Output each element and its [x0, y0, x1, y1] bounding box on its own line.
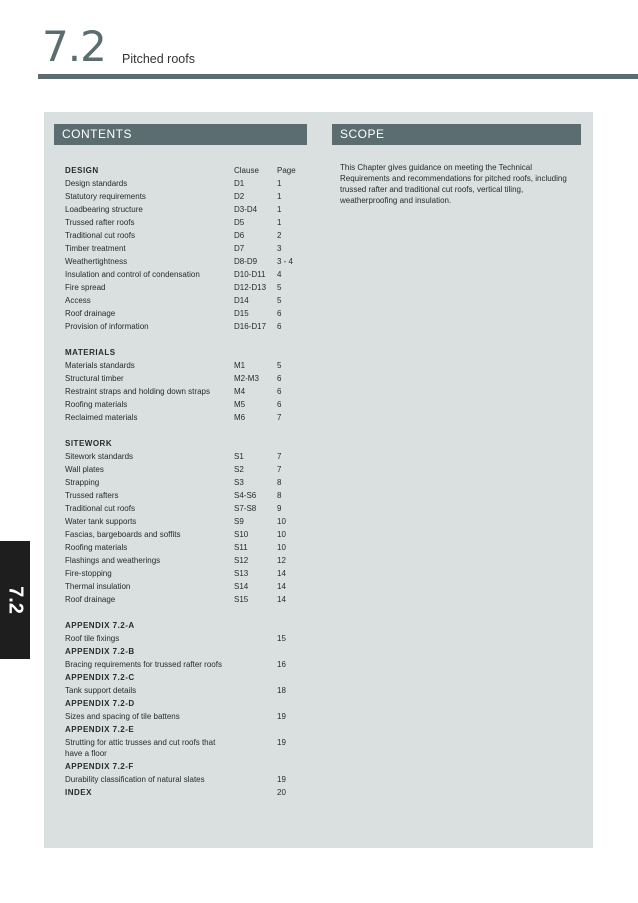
toc-entry[interactable]	[65, 411, 305, 424]
toc-entry-title: Strapping	[65, 478, 100, 487]
toc-appendix-header	[65, 645, 305, 658]
toc-entry[interactable]	[65, 255, 305, 268]
toc-entry-title: Loadbearing structure	[65, 205, 143, 214]
toc-col-page: Page	[277, 166, 296, 175]
toc-entry-page: 19	[277, 738, 286, 747]
toc-entry[interactable]	[65, 242, 305, 255]
toc-entry-title: Access	[65, 296, 91, 305]
toc-entry-page: 4	[277, 270, 282, 279]
toc-entry-page: 1	[277, 218, 282, 227]
toc-appendix-header	[65, 619, 305, 632]
toc-section-header	[65, 164, 305, 177]
toc-entry-title: Fire spread	[65, 283, 106, 292]
toc-entry-title: Statutory requirements	[65, 192, 146, 201]
toc-entry-clause: M6	[234, 413, 246, 422]
toc-section-title: SITEWORK	[65, 439, 113, 448]
toc-entry-title: Timber treatment	[65, 244, 126, 253]
toc-entry[interactable]	[65, 489, 305, 502]
toc-entry-page: 10	[277, 517, 286, 526]
toc-entry[interactable]	[65, 502, 305, 515]
toc-entry[interactable]	[65, 463, 305, 476]
toc-section-title: MATERIALS	[65, 348, 116, 357]
toc-entry-clause: D6	[234, 231, 245, 240]
toc-entry[interactable]	[65, 203, 305, 216]
toc-entry-page: 1	[277, 205, 282, 214]
toc-appendix-entry[interactable]	[65, 632, 305, 645]
toc-entry-clause: D8-D9	[234, 257, 258, 266]
toc-index-title: INDEX	[65, 788, 92, 797]
toc-entry-title: Strutting for attic trusses and cut roofs that have a floor	[65, 738, 216, 758]
toc-index-row[interactable]	[65, 786, 305, 799]
toc-entry[interactable]	[65, 216, 305, 229]
toc-entry-title: Provision of information	[65, 322, 149, 331]
toc-appendix-entry[interactable]	[65, 773, 305, 786]
toc-entry-clause: S7-S8	[234, 504, 257, 513]
toc-entry-title: Roof drainage	[65, 595, 116, 604]
toc-entry-title: Materials standards	[65, 361, 135, 370]
toc-entry[interactable]	[65, 528, 305, 541]
toc-entry-page: 14	[277, 582, 286, 591]
toc-entry-page: 6	[277, 309, 282, 318]
toc-entry-page: 5	[277, 361, 282, 370]
toc-entry-title: Fire-stopping	[65, 569, 112, 578]
toc-entry-page: 8	[277, 478, 282, 487]
toc-entry-page: 3	[277, 244, 282, 253]
toc-entry-title: Roof drainage	[65, 309, 116, 318]
toc-entry-clause: D7	[234, 244, 245, 253]
toc-section-header	[65, 346, 305, 359]
toc-entry-page: 16	[277, 660, 286, 669]
toc-entry-title: Structural timber	[65, 374, 124, 383]
toc-entry-title: Tank support details	[65, 686, 137, 695]
toc-entry-title: Bracing requirements for trussed rafter roofs	[65, 660, 222, 669]
toc-entry-title: Restraint straps and holding down straps	[65, 387, 210, 396]
toc-entry-clause: D2	[234, 192, 245, 201]
toc-appendix-title: APPENDIX 7.2-F	[65, 762, 134, 771]
toc-entry-title: Sitework standards	[65, 452, 134, 461]
toc-entry[interactable]	[65, 177, 305, 190]
toc-entry-title: Weathertightness	[65, 257, 128, 266]
toc-entry-title: Fascias, bargeboards and soffits	[65, 530, 181, 539]
toc-entry-title: Sizes and spacing of tile battens	[65, 712, 180, 721]
toc-entry-clause: D14	[234, 296, 249, 305]
toc-entry-clause: S2	[234, 465, 244, 474]
toc-entry-page: 1	[277, 192, 282, 201]
toc-section-header	[65, 437, 305, 450]
toc-entry[interactable]	[65, 515, 305, 528]
toc-appendix-title: APPENDIX 7.2-B	[65, 647, 135, 656]
toc-entry-page: 6	[277, 400, 282, 409]
toc-entry-title: Traditional cut roofs	[65, 504, 135, 513]
toc-entry-title: Wall plates	[65, 465, 104, 474]
toc-appendix-header	[65, 697, 305, 710]
toc-entry-page: 2	[277, 231, 282, 240]
toc-section-title: DESIGN	[65, 166, 99, 175]
toc-entry-title: Design standards	[65, 179, 128, 188]
toc-entry-title: Traditional cut roofs	[65, 231, 135, 240]
toc-entry-page: 12	[277, 556, 286, 565]
toc-entry-clause: D12-D13	[234, 283, 267, 292]
chapter-side-label: 7.2	[4, 586, 27, 614]
toc-appendix-entry[interactable]	[65, 684, 305, 697]
header-rule	[38, 74, 638, 79]
toc-appendix-header	[65, 760, 305, 773]
toc-entry-title: Roofing materials	[65, 543, 128, 552]
toc-entry-clause: S3	[234, 478, 244, 487]
scope-text: This Chapter gives guidance on meeting the Technical Requirements and recommendations for pitched roofs, including trussed rafter and traditional cut roofs, vertical tiling, weatherproofing and insulation.	[340, 163, 567, 205]
toc-appendix-header	[65, 671, 305, 684]
toc-entry-clause: S9	[234, 517, 244, 526]
toc-entry[interactable]	[65, 190, 305, 203]
chapter-title: Pitched roofs	[122, 52, 195, 66]
toc-entry-clause: M1	[234, 361, 246, 370]
toc-entry[interactable]	[65, 320, 305, 333]
toc-entry-title: Insulation and control of condensation	[65, 270, 200, 279]
chapter-number: 7.2	[42, 22, 106, 71]
toc-entry-page: 9	[277, 504, 282, 513]
toc-entry-title: Flashings and weatherings	[65, 556, 161, 565]
toc-appendix-entry[interactable]	[65, 658, 305, 671]
toc-entry-clause: S1	[234, 452, 244, 461]
toc-entry-page: 5	[277, 283, 282, 292]
contents-heading: CONTENTS	[54, 124, 307, 145]
toc-entry-clause: D5	[234, 218, 245, 227]
toc-entry-clause: S12	[234, 556, 249, 565]
toc-entry-clause: S13	[234, 569, 249, 578]
toc-entry-title: Roof tile fixings	[65, 634, 120, 643]
toc-entry-page: 6	[277, 374, 282, 383]
toc-entry[interactable]	[65, 580, 305, 593]
toc-entry-clause: M5	[234, 400, 246, 409]
toc-entry-clause: D3-D4	[234, 205, 258, 214]
toc-entry-page: 1	[277, 179, 282, 188]
toc-entry-clause: D15	[234, 309, 249, 318]
toc-entry-clause: S11	[234, 543, 248, 552]
contents-list	[65, 164, 305, 799]
toc-entry[interactable]	[65, 359, 305, 372]
toc-entry-clause: S4-S6	[234, 491, 257, 500]
toc-col-clause: Clause	[234, 166, 259, 175]
toc-entry[interactable]	[65, 567, 305, 580]
toc-entry-page: 3 - 4	[277, 257, 294, 266]
toc-entry-page: 10	[277, 543, 286, 552]
toc-index-page: 20	[277, 788, 286, 797]
toc-entry-page: 10	[277, 530, 286, 539]
toc-entry[interactable]	[65, 593, 305, 606]
toc-entry-page: 7	[277, 413, 282, 422]
toc-appendix-entry[interactable]	[65, 710, 305, 723]
toc-entry-page: 19	[277, 712, 286, 721]
toc-entry-page: 6	[277, 387, 282, 396]
toc-entry[interactable]	[65, 294, 305, 307]
toc-entry-clause: M2-M3	[234, 374, 259, 383]
toc-entry-title: Thermal insulation	[65, 582, 131, 591]
toc-entry[interactable]	[65, 229, 305, 242]
toc-entry-clause: M4	[234, 387, 246, 396]
toc-entry-clause: S14	[234, 582, 249, 591]
toc-entry-page: 5	[277, 296, 282, 305]
toc-appendix-header	[65, 723, 305, 736]
toc-entry-page: 6	[277, 322, 282, 331]
toc-entry-clause: S10	[234, 530, 249, 539]
scope-heading: SCOPE	[332, 124, 581, 145]
toc-appendix-title: APPENDIX 7.2-A	[65, 621, 135, 630]
toc-entry-clause: D1	[234, 179, 245, 188]
toc-entry-title: Durability classification of natural slates	[65, 775, 205, 784]
toc-entry-clause: D16-D17	[234, 322, 267, 331]
toc-entry-title: Water tank supports	[65, 517, 137, 526]
toc-appendix-title: APPENDIX 7.2-C	[65, 673, 135, 682]
toc-entry[interactable]	[65, 372, 305, 385]
toc-entry-title: Trussed rafter roofs	[65, 218, 135, 227]
toc-entry-page: 7	[277, 452, 282, 461]
toc-entry[interactable]	[65, 541, 305, 554]
toc-appendix-entry[interactable]	[65, 736, 305, 760]
toc-entry-clause: D10-D11	[234, 270, 266, 279]
toc-appendix-title: APPENDIX 7.2-E	[65, 725, 135, 734]
toc-entry-title: Roofing materials	[65, 400, 128, 409]
toc-entry-page: 14	[277, 595, 286, 604]
toc-entry-clause: S15	[234, 595, 249, 604]
toc-entry-page: 7	[277, 465, 282, 474]
toc-entry[interactable]	[65, 307, 305, 320]
toc-entry-title: Trussed rafters	[65, 491, 119, 500]
toc-entry-page: 18	[277, 686, 286, 695]
toc-entry[interactable]	[65, 385, 305, 398]
toc-appendix-title: APPENDIX 7.2-D	[65, 699, 135, 708]
toc-entry-page: 14	[277, 569, 286, 578]
toc-entry[interactable]	[65, 450, 305, 463]
toc-entry-page: 8	[277, 491, 282, 500]
toc-entry[interactable]	[65, 268, 305, 281]
toc-entry-page: 19	[277, 775, 286, 784]
toc-entry-title: Reclaimed materials	[65, 413, 138, 422]
toc-entry[interactable]	[65, 281, 305, 294]
toc-entry[interactable]	[65, 476, 305, 489]
toc-entry[interactable]	[65, 554, 305, 567]
toc-entry[interactable]	[65, 398, 305, 411]
toc-entry-page: 15	[277, 634, 286, 643]
